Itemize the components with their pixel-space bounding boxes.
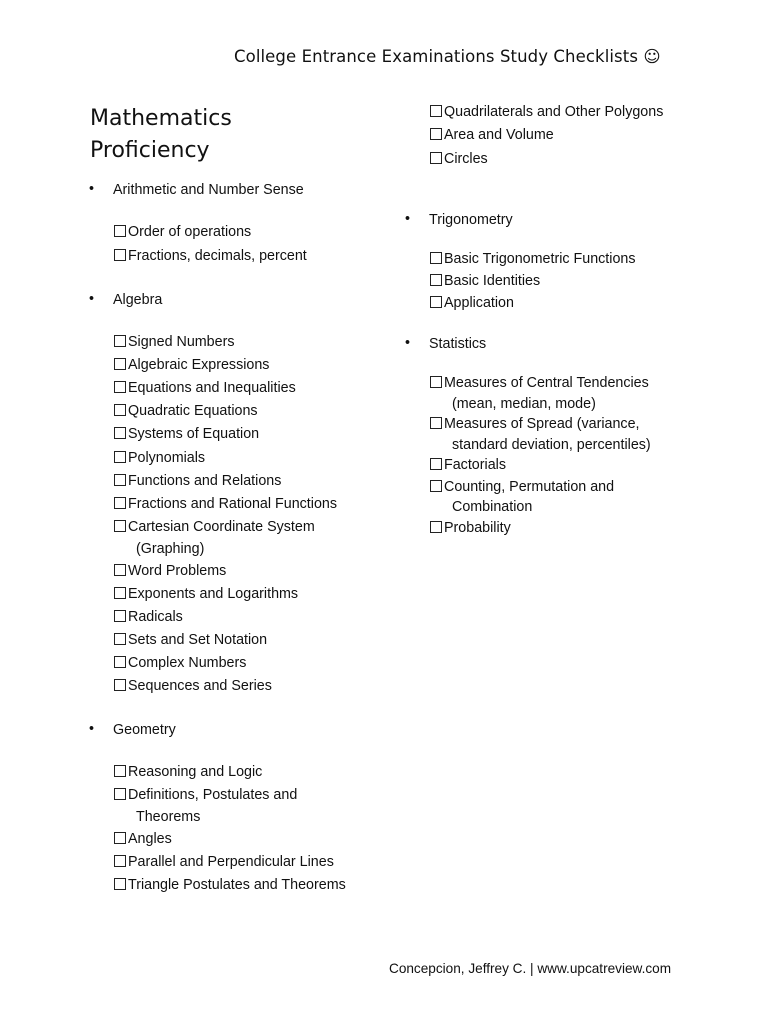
checklist-item-label: Reasoning and Logic <box>128 764 263 780</box>
checklist-item-label: Probability <box>444 520 511 536</box>
checklist-item[interactable] <box>430 373 649 393</box>
bullet-icon: • <box>405 335 411 351</box>
checklist-item-continuation: Combination <box>452 499 533 515</box>
checklist-item-label: Order of operations <box>128 224 252 240</box>
checklist-item[interactable] <box>430 518 511 538</box>
checklist-item-label: Cartesian Coordinate System <box>128 519 315 535</box>
checklist-item[interactable] <box>430 414 640 434</box>
checklist-item-label: Measures of Spread (variance, <box>444 416 640 432</box>
checklist-item-continuation: (mean, median, mode) <box>452 396 596 412</box>
bullet-icon: • <box>89 181 95 197</box>
checklist-item[interactable] <box>430 102 663 122</box>
checklist-item-label: Sets and Set Notation <box>128 632 268 648</box>
checklist-item-label: Word Problems <box>128 563 227 579</box>
checklist-item-continuation: standard deviation, percentiles) <box>452 437 651 453</box>
checkbox-icon[interactable] <box>430 458 442 470</box>
section-title-line2: Proficiency <box>90 138 210 163</box>
checklist-item-label: Counting, Permutation and <box>444 479 615 495</box>
checkbox-icon[interactable] <box>430 417 442 429</box>
checklist-item-label: Exponents and Logarithms <box>128 586 299 602</box>
checklist-item[interactable] <box>430 249 636 269</box>
checklist-item-label: Polynomials <box>128 450 206 466</box>
checklist-item-label: Quadrilaterals and Other Polygons <box>444 104 664 120</box>
section-title-line1: Mathematics <box>90 106 232 131</box>
checklist-item-label: Sequences and Series <box>128 678 272 694</box>
checklist-item-label: Definitions, Postulates and <box>128 787 298 803</box>
checklist-item-label: Application <box>444 295 514 311</box>
topic-algebra: Algebra <box>113 292 163 308</box>
checklist-item-label: Basic Trigonometric Functions <box>444 251 636 267</box>
topic-trigonometry: Trigonometry <box>429 212 513 228</box>
checklist-item[interactable] <box>430 125 554 145</box>
topic-statistics: Statistics <box>429 336 487 352</box>
checkbox-icon[interactable] <box>430 128 442 140</box>
topic-geometry: Geometry <box>113 722 176 738</box>
bullet-icon: • <box>89 721 95 737</box>
checklist-item-label: Signed Numbers <box>128 334 235 350</box>
checklist-item-label: Equations and Inequalities <box>128 380 296 396</box>
checklist-item-continuation: Theorems <box>136 809 201 825</box>
checklist-item-label: Triangle Postulates and Theorems <box>128 877 346 893</box>
checklist-item-label: Systems of Equation <box>128 426 260 442</box>
bullet-icon: • <box>405 211 411 227</box>
checkbox-icon[interactable] <box>430 296 442 308</box>
checkbox-icon[interactable] <box>430 376 442 388</box>
checklist-item-label: Radicals <box>128 609 183 625</box>
checklist-item-label: Quadratic Equations <box>128 403 258 419</box>
checklist-item-label: Parallel and Perpendicular Lines <box>128 854 334 870</box>
checkbox-icon[interactable] <box>430 274 442 286</box>
checklist-item-label: Basic Identities <box>444 273 541 289</box>
checkbox-icon[interactable] <box>430 521 442 533</box>
checklist-item-label: Angles <box>128 831 172 847</box>
checkbox-icon[interactable] <box>430 152 442 164</box>
checkbox-icon[interactable] <box>430 480 442 492</box>
checklist-item-label: Factorials <box>444 457 506 473</box>
bullet-icon: • <box>89 291 95 307</box>
footer-credit: Concepcion, Jeffrey C. | www.upcatreview.com <box>389 961 672 976</box>
checklist-item-continuation: (Graphing) <box>136 541 205 557</box>
checklist-item-label: Area and Volume <box>444 127 554 143</box>
checklist-item[interactable] <box>430 455 506 475</box>
topic-arithmetic: Arithmetic and Number Sense <box>113 182 304 198</box>
checklist-item-label: Measures of Central Tendencies <box>444 375 649 391</box>
checklist-item-label: Algebraic Expressions <box>128 357 270 373</box>
checklist-item[interactable] <box>430 149 488 169</box>
checklist-item[interactable] <box>430 477 614 497</box>
checkbox-icon[interactable] <box>430 252 442 264</box>
checklist-item-label: Complex Numbers <box>128 655 247 671</box>
checkbox-icon[interactable] <box>430 105 442 117</box>
checklist-item-label: Circles <box>444 151 488 167</box>
page-header-title: College Entrance Examinations Study Checklists ☺ <box>234 47 661 66</box>
checklist-item-label: Fractions and Rational Functions <box>128 496 338 512</box>
checklist-item-label: Fractions, decimals, percent <box>128 248 307 264</box>
checklist-item[interactable] <box>430 293 514 313</box>
checklist-item-label: Functions and Relations <box>128 473 282 489</box>
checklist-item[interactable] <box>430 271 540 291</box>
